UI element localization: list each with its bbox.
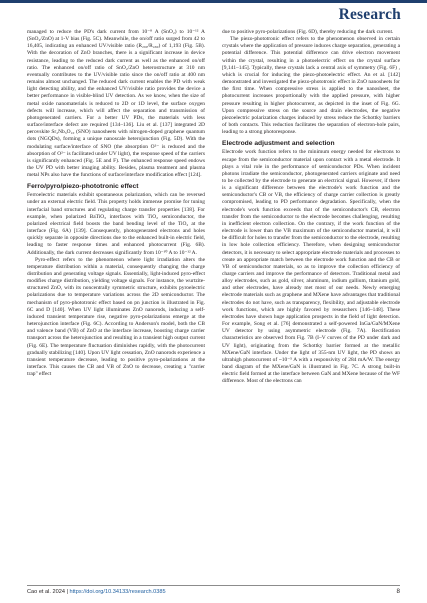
paragraph: The piezo-phototronic effect refers to the phenomenon observed in certain crystals where the application of pressure induces charge separation, generating a potential difference. This potential difference can drive electron movement within the crystal, resulting in a photoelectric effect on the crystal surface [9,141–145]. Typically, these crystals lack a central axis of symmetry (Fig. 6F) , which is crucial for inducing the piezo-photoelectric effect. An et al. [142] demonstrated and investigated the piezo-phototronic effect in ZnO nanosheets for the first time. When compressive stress is applied to the nanosheet, the photocurrent increases proportionally with the applied pressure, with higher pressure resulting in higher photocurrent, as depicted in the inset of Fig. 6G. Upon compressive stress on the source and drain electrodes, the negative piezoelectric polarization charges induced by stress reduce the Schottky barriers of both contacts. This reduction facilitates the separation of electron-hole pairs, leading to a strong photoresponse. — [222, 36, 400, 136]
paragraph: managed to reduce the PD's dark current from 10⁻⁸ A (SnO₂) to 10⁻¹² A (SnO₂/ZnO) at 1-V bias (Fig. 5C). Meanwhile, the on/off ratio surged from 42 to 16,405, indicating an enhanced UV/visible ratio (R₂₉₀/R₄₈₀) of 1,193 (Fig. 5B). With the decoration of ZnO branches, there is a significant increase in device resistance, leading to the reduced dark current as well as the enhanced on/off ratio. The enhanced on/off ratio of SnO₂/ZnO heterostructure at 310 nm eventually contributes to the UV/visible ratio since the on/off ratio at 400 nm remains almost unchanged. The reduced dark current enables the PD with weak light detecting ability, and the enhanced UV/visible ratio provides the device a better performance in visible-blind UV detection. As we know, when the size of metal oxide nanomaterials is reduced to 2D or 1D level, the surface oxygen defects will increase, which will affect the separation and transmission of photogenerated carriers. For a better UV PDs, the materials with less surface/interface defect are required [134–136]. Liu et al. [137] integrated 2D perovskite Sr₂Nb₃O₁₀ (SNO) nanosheets with nitrogen-doped graphene quantum dots (NGQDs), forming a unique nanoscale heterojunction (Fig. 5D). With the modulating surface/interface of SNO (the absorption O²⁻ is reduced and the absorption of O²⁻ is facilitated under UV light), the response speed of the carriers is significantly enhanced (Fig. 5E and F). The enhanced response speed endows the UV PD with better imaging ability. Besides, plasma treatment and plasma metal NPs also have the functions of surface/interface modification effect [124]. — [27, 29, 205, 179]
paragraph: Electrode work function refers to the minimum energy needed for electrons to escape from the semiconductor material upon contact with a metal electrode. It plays a vital role in the performance of semiconductor PDs. When incident photons irradiate the semiconductor, photogenerated carriers originate and need to be collected by the electrode to generate an electrical signal. However, if there is a significant difference between the electrode's work function and the semiconductor's CB or VB, the efficiency of charge carrier collection is greatly compromised, leading to PD performance degradation. Specifically, when the electrode's work function exceeds that of the semiconductor's CB, electron transfer from the semiconductor to the electrode becomes challenging, resulting in inefficient electron collection. On the contrary, if the work function of the electrode is lower than the VB maximum of the semiconductor material, it will be difficult for holes to transfer from the semiconductor to the electrode, resulting in low hole collection efficiency. Therefore, when designing semiconductor detectors, it is necessary to select appropriate electrode materials and processes to create an appropriate match between the electrode work function and the CB or VB of semiconductor materials, so as to improve the collection efficiency of charge carriers and improve the performance of detectors. Traditional metal and alloy electrodes, such as gold, silver, aluminum, indium gallium, titanium gold, and other electrodes, have already met most of our needs. Newly emerging electrode materials such as graphene and MXene have advantages that traditional electrodes do not have, such as transparency, flexibility, and adjustable electrode work functions, which are highly favored by researchers [146–148]. These electrodes have shown huge application prospects in the field of light detection. For example, Song et al. [76] demonstrated a self-powered InGa/GaN/MXene UV detector by using asymmetric electrode (Fig. 7A). Rectification characteristics are observed from Fig. 7B (I–V curves of the PD under dark and UV light), originating from the Schottky barrier formed at the metallic MXene/GaN interface. Under the light of 355-nm UV light, the PD shows an ultrahigh photocurrent of ~10⁻⁵ A with a responsivity of 284 mA/W. The energy band diagram of the MXene/GaN is illustrated in Fig. 7C. A strong built-in electric field formed at the interface between GaN and MXene because of the WF difference. Most of the electrons can — [222, 149, 400, 385]
left-column — [27, 29, 205, 378]
footer-citation — [27, 589, 166, 595]
footer-rule — [27, 585, 400, 586]
right-column — [222, 29, 400, 386]
citation-text: Cao et al. 2024 | — [27, 589, 70, 595]
page-number: 8 — [396, 588, 400, 595]
paragraph: due to positive pyro-polarizations (Fig. 6D), thereby reducing the dark current. — [222, 29, 394, 35]
paragraph: Ferroelectric materials exhibit spontaneous polarization, which can be reversed under an external electric field. This property holds immense promise for tuning interfacial band structures and regulating charge transfer properties [138]. For example, when polarized BaTiO₃ interfaces with TiO₂ semiconductor, the polarized electrical field boosts the band bending level of the TiO₂ at the interface (Fig. 6A) [139]. Consequently, photogenerated electrons and holes quickly separate in opposite directions due to the enhanced built-in electric field, leading to faster response times and enhanced photocurrent (Fig. 6B). Additionally, the dark current decreases significantly from 10⁻¹⁰ A to 10⁻¹² A. — [27, 192, 205, 256]
section-heading-electrode: Electrode adjustment and selection — [222, 140, 335, 148]
header-rule — [0, 0, 427, 3]
journal-name: Research — [338, 6, 401, 23]
section-heading-ferro-pyro-piezo: Ferro/pyro/piezo-phototronic effect — [27, 183, 139, 191]
doi-link[interactable]: https://doi.org/10.34133/research.0385 — [69, 589, 166, 595]
paragraph: Pyro-effect refers to the phenomenon where light irradiation alters the temperature distribution within a material, consequently changing the charge distribution and generating voltage signals. Essentially, light-induced pyro-effect modifies charge distribution, yielding voltage signals. For instance, the wurtzite-structured ZnO, with its noncentrally symmetric structure, exhibits pyroelectric polarizations due to temperature variations across the 2D semiconductor. The mechanism of pyro-phototronic effect based on pn junction is illustrated in Fig. 6C and D [140]. When UV light illuminates ZnO nanorods, inducing a self-induced transient temperature rise, negative pyro-polarizations emerge at the heterojunction interface (Fig. 6C). According to Anderson's model, both the CB and valence band (VB) of ZnO at the interface increase, boosting charge carrier transport across the heterojunction and resulting in a transient high output current (Fig. 6E). The temperature fluctuation diminishes rapidly, with the photocurrent gradually stabilizing [140]. Upon UV light cessation, ZnO nanorods experience a transient temperature decrease, leading to positive pyro-polarizations at the interface. This causes the CB and VB of ZnO to decrease, creating a "carrier trap" effect — [27, 256, 205, 378]
